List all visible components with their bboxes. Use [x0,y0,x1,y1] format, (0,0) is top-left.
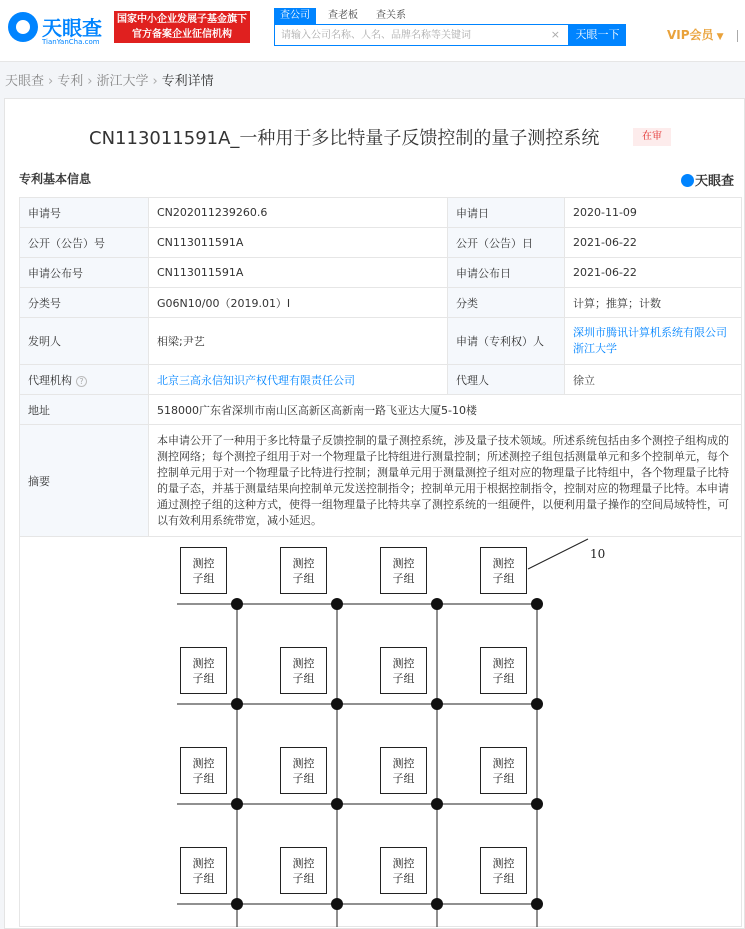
field-label: 分类 [448,288,565,318]
subgroup-box [480,747,527,794]
subgroup-label: 子组 [392,772,415,785]
measurement-node [431,698,443,710]
subgroup-label: 测控 [392,657,415,670]
subgroup-box [280,747,327,794]
section-title: 专利基本信息 [19,172,92,186]
logo-subtext: TianYanCha.com [42,38,100,46]
applicant-link-2[interactable]: 浙江大学 [573,342,617,355]
official-badge [114,11,250,43]
subgroup-label: 测控 [192,657,215,670]
measurement-node [531,798,543,810]
table-row [20,425,742,537]
subgroup-label: 测控 [492,657,515,670]
breadcrumb-current: 专利详情 [161,74,214,89]
watermark-logo [681,170,734,189]
agency-label-cell [20,365,149,395]
caret-down-icon: ▼ [716,32,724,42]
subgroup-label: 子组 [492,872,515,885]
field-value: G06N10/00（2019.01）I [149,288,448,318]
logo-icon [8,12,38,42]
subgroup-label: 子组 [192,872,215,885]
table-row [20,258,742,288]
subgroup-box [380,847,427,894]
patent-figure [160,537,606,927]
badge-line-2: 官方备案企业征信机构 [132,29,232,40]
measurement-node [431,798,443,810]
subgroup-box [380,747,427,794]
tab-boss[interactable]: 查老板 [328,10,358,21]
subgroup-box [480,547,527,594]
tab-company[interactable]: 查公司 [274,8,316,24]
subgroup-label: 测控 [292,857,315,870]
applicant-link-1[interactable]: 深圳市腾讯计算机系统有限公司 [573,326,727,339]
vip-label: VIP会员 [667,28,714,42]
field-value: CN113011591A [149,258,448,288]
subgroup-label: 子组 [292,672,315,685]
chevron-right-icon: › [48,74,54,89]
table-row [20,318,742,365]
subgroup-box [480,647,527,694]
subgroup-label: 子组 [292,772,315,785]
subgroup-box [480,847,527,894]
agent-label: 代理人 [448,365,565,395]
subgroup-label: 子组 [392,672,415,685]
field-label: 公开（公告）号 [20,228,149,258]
figure-ref-number: 10 [590,547,606,561]
subgroup-label: 测控 [292,757,315,770]
chevron-right-icon: › [152,74,158,89]
subgroup-label: 子组 [292,872,315,885]
subgroup-label: 测控 [192,857,215,870]
measurement-node [531,698,543,710]
chevron-right-icon: › [87,74,93,89]
field-label: 公开（公告）日 [448,228,565,258]
table-row [20,288,742,318]
figure-cell [20,537,742,927]
measurement-node [231,798,243,810]
abstract-label: 摘要 [20,425,149,537]
subgroup-label: 子组 [492,672,515,685]
watermark-text: 天眼查 [695,174,735,189]
measurement-node [331,598,343,610]
search-box [274,24,569,46]
patent-card [4,98,745,929]
subgroup-box [180,847,227,894]
subgroup-label: 子组 [192,572,215,585]
logo-text: 天眼查 [42,16,102,40]
field-label: 申请公布日 [448,258,565,288]
address-value: 518000广东省深圳市南山区高新区高新南一路飞亚达大厦5-10楼 [149,395,742,425]
subgroup-box [280,847,327,894]
table-row [20,198,742,228]
table-row [20,395,742,425]
subgroup-label: 测控 [392,857,415,870]
breadcrumb-company[interactable]: 浙江大学 [96,74,149,89]
measurement-node [531,598,543,610]
inventor-value: 相梁;尹艺 [149,318,448,365]
subgroup-label: 测控 [492,757,515,770]
measurement-node [331,798,343,810]
abstract-value: 本申请公开了一种用于多比特量子反馈控制的量子测控系统，涉及量子技术领域。所述系统包括由多个测控子组构成的测控网络；每个测控子组用于对一个物理量子比特组进行测量控制；所述测控子组包括测量单元和多个控制单元，每个控制单元用于对一个物理量子比特进行控制；测量单元用于测量测控子组对应的物理量子比特组中，各个物理量子比特的量子态，并基于测量结果向控制单元发送控制指令；控制单元用于根据控制指令，控制对应的物理量子比特。本申请通过测控子组的这种方式，使得一组物理量子比特共享了测控系统的一组硬件，以便利用量子操作的空间局域特性，可以有效利用系统带宽，减小延迟。 [149,425,742,537]
help-icon[interactable]: ? [76,376,87,387]
search-tabs [274,7,418,23]
subgroup-label: 测控 [392,757,415,770]
subgroup-label: 测控 [292,557,315,570]
logo[interactable] [8,10,108,52]
subgroup-box [280,647,327,694]
address-label: 地址 [20,395,149,425]
top-bar [0,0,745,62]
field-value: CN113011591A [149,228,448,258]
agency-label: 代理机构 [28,373,72,387]
page-title: CN113011591A_一种用于多比特量子反馈控制的量子测控系统 [89,128,600,149]
measurement-node [331,698,343,710]
subgroup-box [180,647,227,694]
subgroup-label: 子组 [492,772,515,785]
subgroup-label: 子组 [392,872,415,885]
status-badge: 在审 [633,128,671,146]
subgroup-label: 测控 [392,557,415,570]
measurement-node [431,598,443,610]
field-value: 2021-06-22 [565,258,742,288]
field-label: 申请号 [20,198,149,228]
logo-icon [681,174,694,187]
close-icon[interactable]: × [550,28,560,41]
divider [737,30,745,42]
tab-relation[interactable]: 查关系 [376,10,406,21]
measurement-node [231,598,243,610]
applicant-label: 申请（专利权）人 [448,318,565,365]
badge-line-1: 国家中小企业发展子基金旗下 [117,14,247,25]
patent-info-table [19,197,742,927]
subgroup-label: 子组 [292,572,315,585]
subgroup-label: 子组 [392,572,415,585]
table-row [20,537,742,927]
vip-menu[interactable] [667,26,723,43]
measurement-node [231,698,243,710]
breadcrumb-patent[interactable]: 专利 [57,74,84,89]
search-button[interactable]: 天眼一下 [569,24,626,46]
measurement-node [231,898,243,910]
field-value: CN202011239260.6 [149,198,448,228]
subgroup-label: 测控 [192,757,215,770]
subgroup-label: 测控 [492,557,515,570]
subgroup-box [180,547,227,594]
field-label: 申请公布号 [20,258,149,288]
table-row [20,228,742,258]
field-value: 2021-06-22 [565,228,742,258]
subgroup-box [380,647,427,694]
breadcrumb-home[interactable]: 天眼查 [5,74,45,89]
agent-value: 徐立 [565,365,742,395]
inventor-label: 发明人 [20,318,149,365]
breadcrumb [5,70,218,89]
subgroup-box [280,547,327,594]
field-label: 分类号 [20,288,149,318]
subgroup-label: 子组 [492,572,515,585]
measurement-node [531,898,543,910]
subgroup-box [380,547,427,594]
field-value: 2020-11-09 [565,198,742,228]
subgroup-label: 测控 [292,657,315,670]
subgroup-label: 测控 [492,857,515,870]
subgroup-label: 子组 [192,772,215,785]
subgroup-label: 子组 [192,672,215,685]
connector-line [528,539,588,569]
measurement-node [431,898,443,910]
agency-link[interactable]: 北京三高永信知识产权代理有限责任公司 [157,373,355,387]
field-value: 计算；推算；计数 [565,288,742,318]
field-label: 申请日 [448,198,565,228]
subgroup-box [180,747,227,794]
table-row [20,365,742,395]
measurement-node [331,898,343,910]
subgroup-label: 测控 [192,557,215,570]
search-input[interactable] [275,25,545,45]
